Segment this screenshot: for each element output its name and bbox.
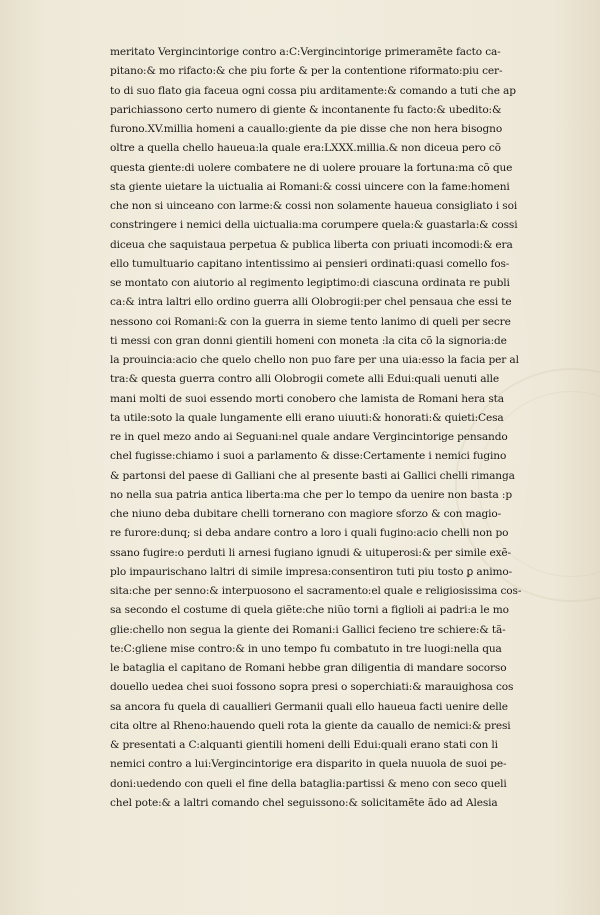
text-line: la prouincia:acio che quelo chello non puo fare per una uia:esso la facia per al (110, 354, 519, 366)
text-line: & partonsi del paese di Galliani che al presente basti ai Gallici chelli rimanga (110, 469, 515, 482)
text-line: pitano:& mo rifacto:& che piu forte & per la contentione riformato:piu cer- (110, 65, 503, 78)
text-line: nemici contro a lui:Vergincintorige era disparito in quela nuuola de suoi pe- (110, 758, 507, 771)
text-line: ssano fugire:o perduti li arnesi fugiano ignudi & uituperosi:& per simile exẽ- (110, 546, 511, 559)
text-line: le bataglia el capitano de Romani hebbe gran diligentia di mandare socorso (110, 662, 507, 674)
text-line: sa secondo el costume di quela giẽte:che niũo torni a figlioli ai padri:a le mo (110, 604, 509, 617)
text-line: ca:& intra laltri ello ordino guerra alli Olobrogii:per chel pensaua che essi te (110, 296, 512, 309)
text-line: mani molti de suoi essendo morti conobero che lamista de Romani hera sta (110, 392, 504, 405)
text-line: nessono coi Romani:& con la guerra in sieme tento lanimo di queli per secre (110, 315, 511, 328)
text-line: parichiassono certo numero di giente & incontanente fu facto:& ubedito:& (110, 103, 502, 116)
text-line: se montato con aiutorio al regimento legiptimo:di ciascuna ordinata re publi (110, 277, 510, 289)
text-line: to di suo flato gia faceua ogni cossa piu arditamente:& comando a tuti che ap (110, 84, 516, 97)
text-line: ello tumultuario capitano intentissimo ai pensieri ordinati:quasi comello fos- (110, 257, 510, 270)
text-line: oltre a quella chello haueua:la quale era:LXXX.millia.& non diceua pero cõ (110, 142, 501, 155)
text-line: glie:chello non segua la giente dei Romani:i Gallici fecieno tre schiere:& tã- (110, 623, 506, 636)
text-line: constringere i nemici della uictualia:ma corumpere quela:& guastarla:& cossi (110, 219, 518, 232)
text-line: & presentati a C:alquanti gientili homeni delli Edui:quali erano stati con li (110, 739, 498, 751)
text-line: re furore:dunq; si deba andare contro a loro i quali fugino:acio chelli non po (110, 527, 509, 540)
text-line: che niuno deba dubitare chelli tornerano con magiore sforzo & con magio- (110, 508, 502, 520)
text-line: te:C:gliene mise contro:& in uno tempo fu combatuto in tre luogi:nella qua (110, 642, 502, 655)
text-line: cita oltre al Rheno:hauendo queli rota la giente da cauallo de nemici:& presi (110, 719, 511, 732)
text-line: douello uedea chei suoi fossono sopra presi o soperchiati:& marauighosa cos (110, 681, 514, 694)
text-line: plo impaurischano laltri di simile impresa:consentiron tuti piu tosto ꝑ animo- (110, 565, 513, 578)
text-line: re in quel mezo ando ai Seguani:nel quale andare Vergincintorige pensando (110, 431, 508, 443)
text-line: furono.XV.millia homeni a cauallo:giente da pie disse che non hera bisogno (110, 123, 503, 135)
text-line: sa ancora fu quela di cauallieri Germanii quali ello haueua facti uenire delle (110, 700, 508, 713)
text-line: tra:& questa guerra contro alli Olobrogii comete alli Edui:quali uenuti alle (110, 373, 500, 386)
text-line: no nella sua patria antica liberta:ma che per lo tempo da uenire non basta :p (110, 488, 512, 501)
text-line: doni:uedendo con queli el fine della bataglia:partissi & meno con seco queli (110, 777, 507, 790)
text-line: diceua che saquistaua perpetua & publica liberta con priuati incomodi:& era (110, 238, 513, 251)
text-line: chel pote:& a laltri comando chel seguissono:& solicitamẽte ãdo ad Alesia (110, 796, 498, 809)
text-line: questa giente:di uolere combatere ne di uolere prouare la fortuna:ma cõ que (110, 161, 513, 174)
text-line: sita:che per senno:& interpuosono el sacramento:el quale e religiosissima cos- (110, 585, 522, 597)
text-line: ti messi con gran donni gientili homeni con moneta :la cita cõ la signoria:de (110, 334, 507, 347)
text-block (110, 43, 566, 813)
text-line: chel fugisse:chiamo i suoi a parlamento & disse:Certamente i nemici fugino (110, 450, 507, 463)
text-line: che non si uinceano con larme:& cossi non solamente haueua consigliato i soi (110, 200, 518, 212)
text-line: sta giente uietare la uictualia ai Romani:& cossi uincere con la fame:homeni (110, 180, 510, 193)
text-line: meritato Vergincintorige contro a:C:Vergincintorige primeramẽte facto ca- (110, 46, 501, 58)
text-line: ta utile:soto la quale lungamente elli erano uiuuti:& honorati:& quieti:Cesa (110, 411, 504, 424)
